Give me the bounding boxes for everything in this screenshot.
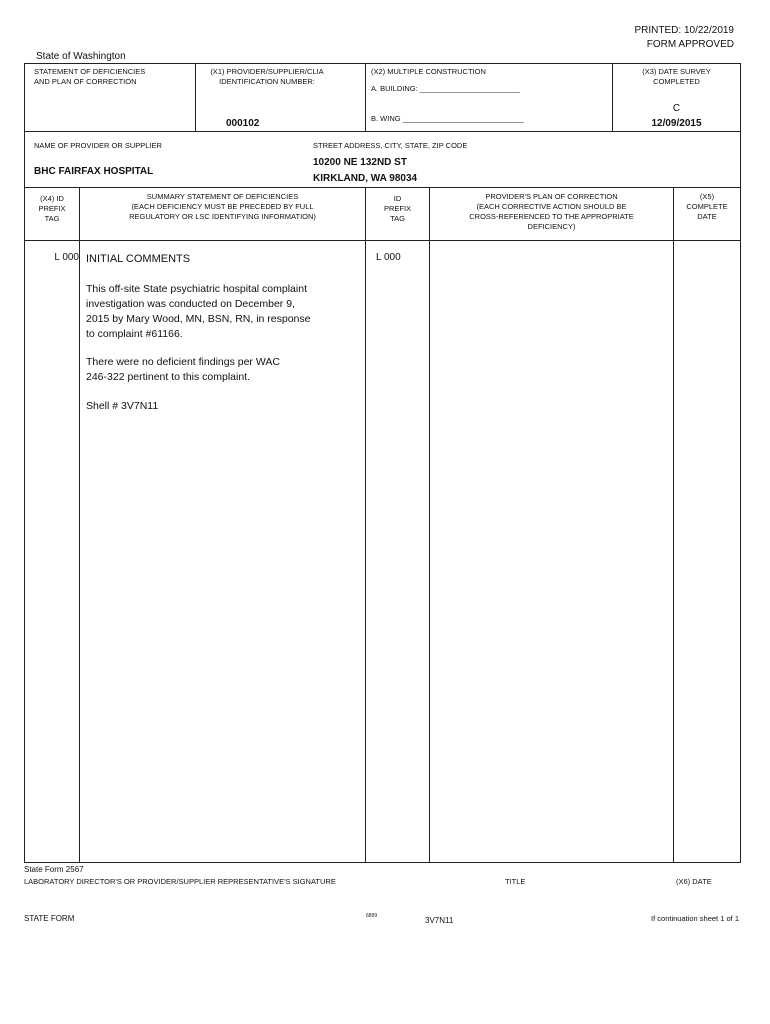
tag-left: L 000 [54, 252, 79, 263]
col-line-1 [79, 187, 80, 862]
continuation-sheet: If continuation sheet 1 of 1 [651, 914, 739, 923]
footer-shell-number: 3V7N11 [425, 916, 454, 925]
frame-bottom [24, 862, 741, 863]
frame-top [24, 63, 741, 64]
comment-paragraph-1: This off-site State psychiatric hospital complaint investigation was conducted on December 9, 2015 by Mary Wood, MN, BSN, RN, in response to complaint #61166. [86, 283, 311, 340]
col-line-4 [673, 187, 674, 862]
provider-name: BHC FAIRFAX HOSPITAL [34, 166, 154, 177]
printed-date: PRINTED: 10/22/2019 [634, 25, 734, 36]
state-form-number: State Form 2567 [24, 865, 84, 874]
frame-left [24, 63, 25, 862]
col-header-x5: (X5) COMPLETE DATE [686, 192, 728, 221]
x1-label: (X1) PROVIDER/SUPPLIER/CLIA IDENTIFICATION NUMBER: [210, 67, 324, 86]
divider-x1 [195, 63, 196, 131]
col-header-id: ID PREFIX TAG [383, 194, 412, 223]
building-label: A. BUILDING: ________________________ [371, 84, 520, 93]
provider-name-label: NAME OF PROVIDER OR SUPPLIER [34, 141, 162, 150]
x6-date-label: (X6) DATE [676, 877, 712, 886]
signature-label: LABORATORY DIRECTOR'S OR PROVIDER/SUPPLIER REPRESENTATIVE'S SIGNATURE [24, 877, 336, 886]
state-name: State of Washington [36, 51, 126, 62]
form-approved: FORM APPROVED [646, 39, 734, 50]
divider-provider [24, 187, 741, 188]
col-line-3 [429, 187, 430, 862]
survey-date: 12/09/2015 [651, 118, 702, 129]
address-line1: 10200 NE 132ND ST [313, 157, 407, 168]
title-label: TITLE [505, 877, 526, 886]
x2-label: (X2) MULTIPLE CONSTRUCTION [371, 67, 486, 76]
divider-top-table [24, 131, 741, 132]
divider-x2 [365, 63, 366, 131]
state-form-footer: STATE FORM [24, 914, 75, 923]
provider-id-number: 000102 [226, 118, 260, 129]
address-label: STREET ADDRESS, CITY, STATE, ZIP CODE [313, 141, 468, 150]
form-code: 6899 [366, 913, 378, 919]
divider-column-headers [24, 240, 741, 241]
col-line-2 [365, 187, 366, 862]
col-header-summary: SUMMARY STATEMENT OF DEFICIENCIES (EACH DEFICIENCY MUST BE PRECEDED BY FULL REGULATORY OR LSC IDENTIFYING INFORMATION) [129, 192, 316, 221]
frame-right [740, 63, 741, 862]
col-header-x4: (X4) ID PREFIX TAG [38, 194, 66, 223]
wing-label: B. WING _____________________________ [371, 114, 524, 123]
address-line2: KIRKLAND, WA 98034 [313, 173, 418, 184]
tag-right: L 000 [376, 252, 401, 263]
x3-label: (X3) DATE SURVEY COMPLETED [642, 67, 711, 86]
comment-paragraph-2: There were no deficient findings per WAC 246-322 pertinent to this complaint. [86, 356, 280, 383]
shell-number: Shell # 3V7N11 [86, 400, 159, 412]
col-header-plan: PROVIDER'S PLAN OF CORRECTION (EACH CORRECTIVE ACTION SHOULD BE CROSS-REFERENCED TO THE APPROPRIATE DEFICIENCY) [469, 192, 634, 231]
survey-code: C [672, 103, 681, 114]
initial-comments-heading: INITIAL COMMENTS [86, 253, 191, 265]
statement-label: STATEMENT OF DEFICIENCIES AND PLAN OF CORRECTION [34, 67, 146, 86]
